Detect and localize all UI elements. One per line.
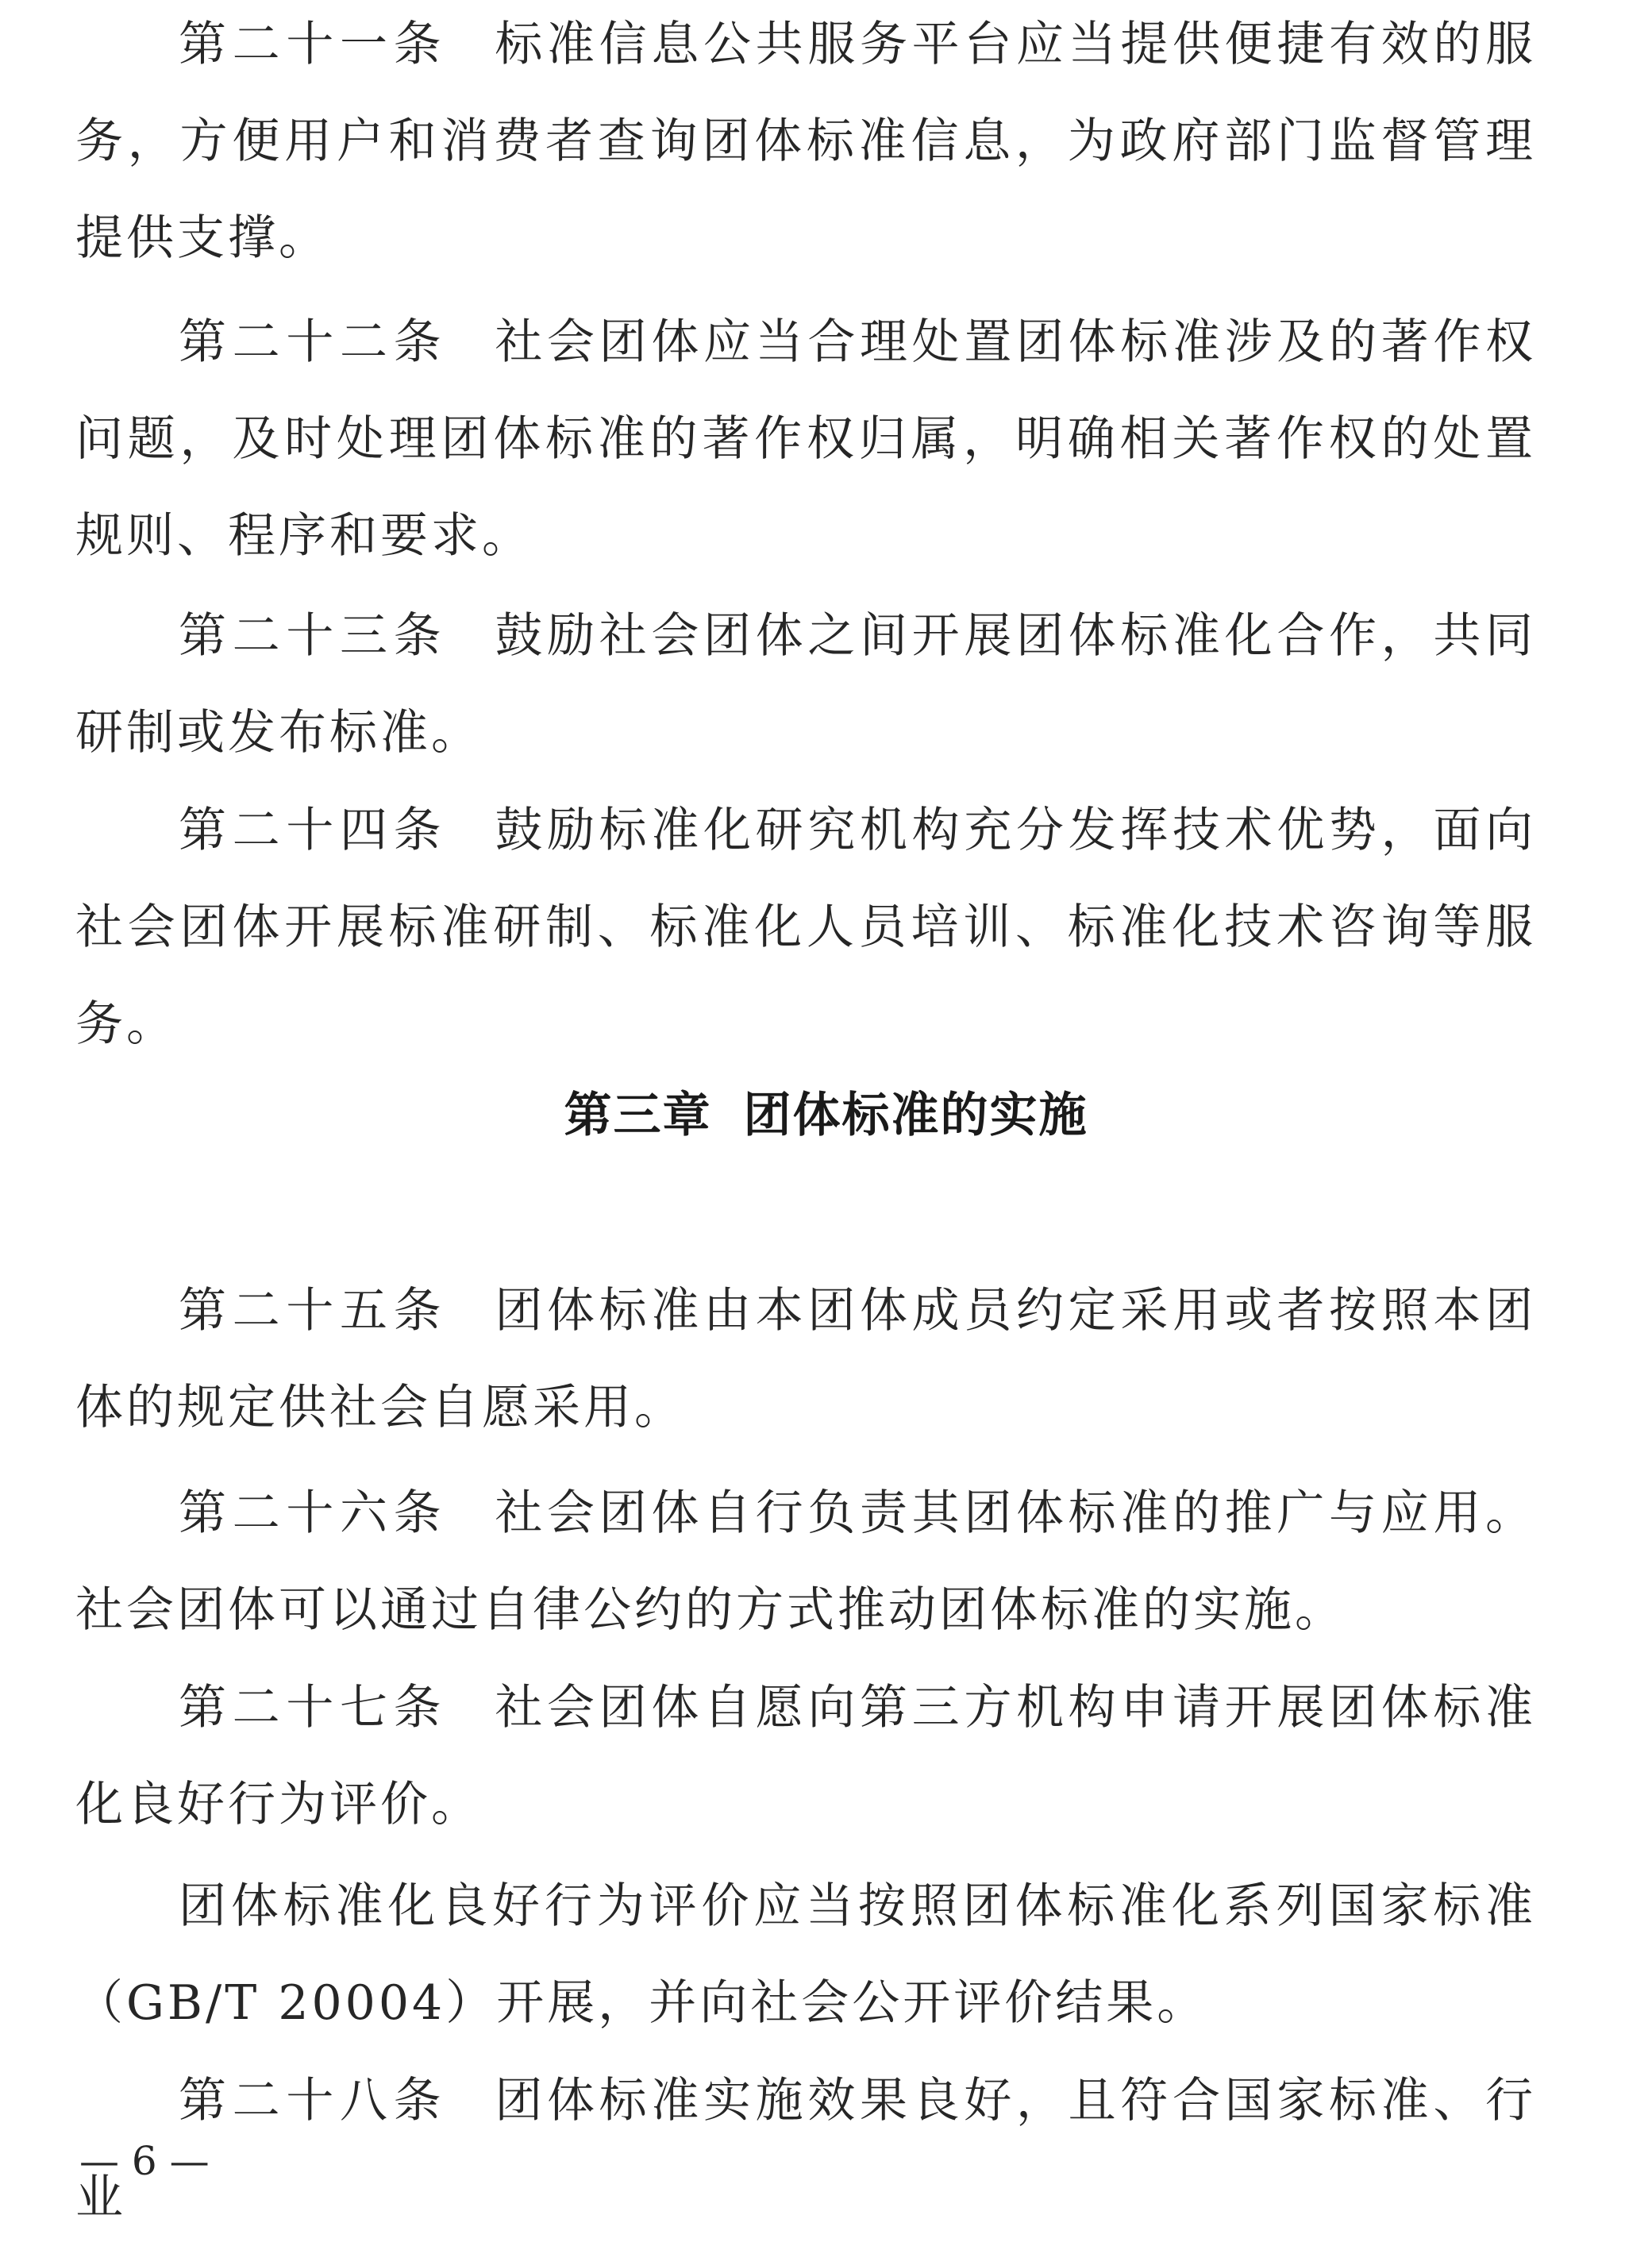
article-label: 第二十一条 bbox=[179, 17, 448, 72]
chapter-heading bbox=[0, 1076, 1652, 1155]
chapter-number: 第三章 bbox=[564, 1088, 712, 1143]
article-label: 第二十四条 bbox=[179, 803, 448, 858]
article-22 bbox=[75, 294, 1536, 584]
article-text: 鼓励社会团体之间开展团体标准化合作，共同研制或发布标准。 bbox=[75, 608, 1537, 761]
article-label: 第二十八条 bbox=[179, 2073, 448, 2128]
article-label: 第二十二条 bbox=[179, 314, 448, 370]
article-27 bbox=[75, 1659, 1536, 1853]
chapter-title: 团体标准的实施 bbox=[743, 1088, 1088, 1143]
article-26 bbox=[75, 1465, 1536, 1658]
page-number: — 6 — bbox=[79, 2138, 210, 2184]
article-text: 团体标准由本团体成员约定采用或者按照本团体的规定供社会自愿采用。 bbox=[75, 1283, 1537, 1435]
article-24 bbox=[75, 782, 1536, 1073]
article-label: 第二十三条 bbox=[179, 608, 448, 664]
article-28 bbox=[75, 2052, 1536, 2246]
article-text: 社会团体自愿向第三方机构申请开展团体标准化良好行为评价。 bbox=[75, 1680, 1537, 1832]
article-text: 团体标准化良好行为评价应当按照团体标准化系列国家标准（GB/T 20004）开展，并向社会公开评价结果。 bbox=[75, 1878, 1536, 2031]
article-text: 标准信息公共服务平台应当提供便捷有效的服务，方便用户和消费者查询团体标准信息，为政府部门监督管理提供支撑。 bbox=[75, 17, 1537, 266]
article-text: 社会团体自行负责其团体标准的推广与应用。社会团体可以通过自律公约的方式推动团体标准的实施。 bbox=[75, 1485, 1537, 1638]
article-label: 第二十七条 bbox=[179, 1680, 448, 1736]
article-25 bbox=[75, 1262, 1536, 1456]
article-text: 团体标准实施效果良好，且符合国家标准、行业 bbox=[75, 2073, 1537, 2225]
article-21 bbox=[75, 0, 1536, 287]
article-text: 社会团体应当合理处置团体标准涉及的著作权问题，及时处理团体标准的著作权归属，明确相关著作权的处置规则、程序和要求。 bbox=[75, 314, 1537, 564]
article-label: 第二十五条 bbox=[179, 1283, 448, 1339]
article-label: 第二十六条 bbox=[179, 1485, 448, 1541]
article-23 bbox=[75, 588, 1536, 781]
article-text: 鼓励标准化研究机构充分发挥技术优势，面向社会团体开展标准研制、标准化人员培训、标准化技术咨询等服务。 bbox=[75, 803, 1537, 1052]
article-27-evaluation bbox=[75, 1858, 1536, 2051]
